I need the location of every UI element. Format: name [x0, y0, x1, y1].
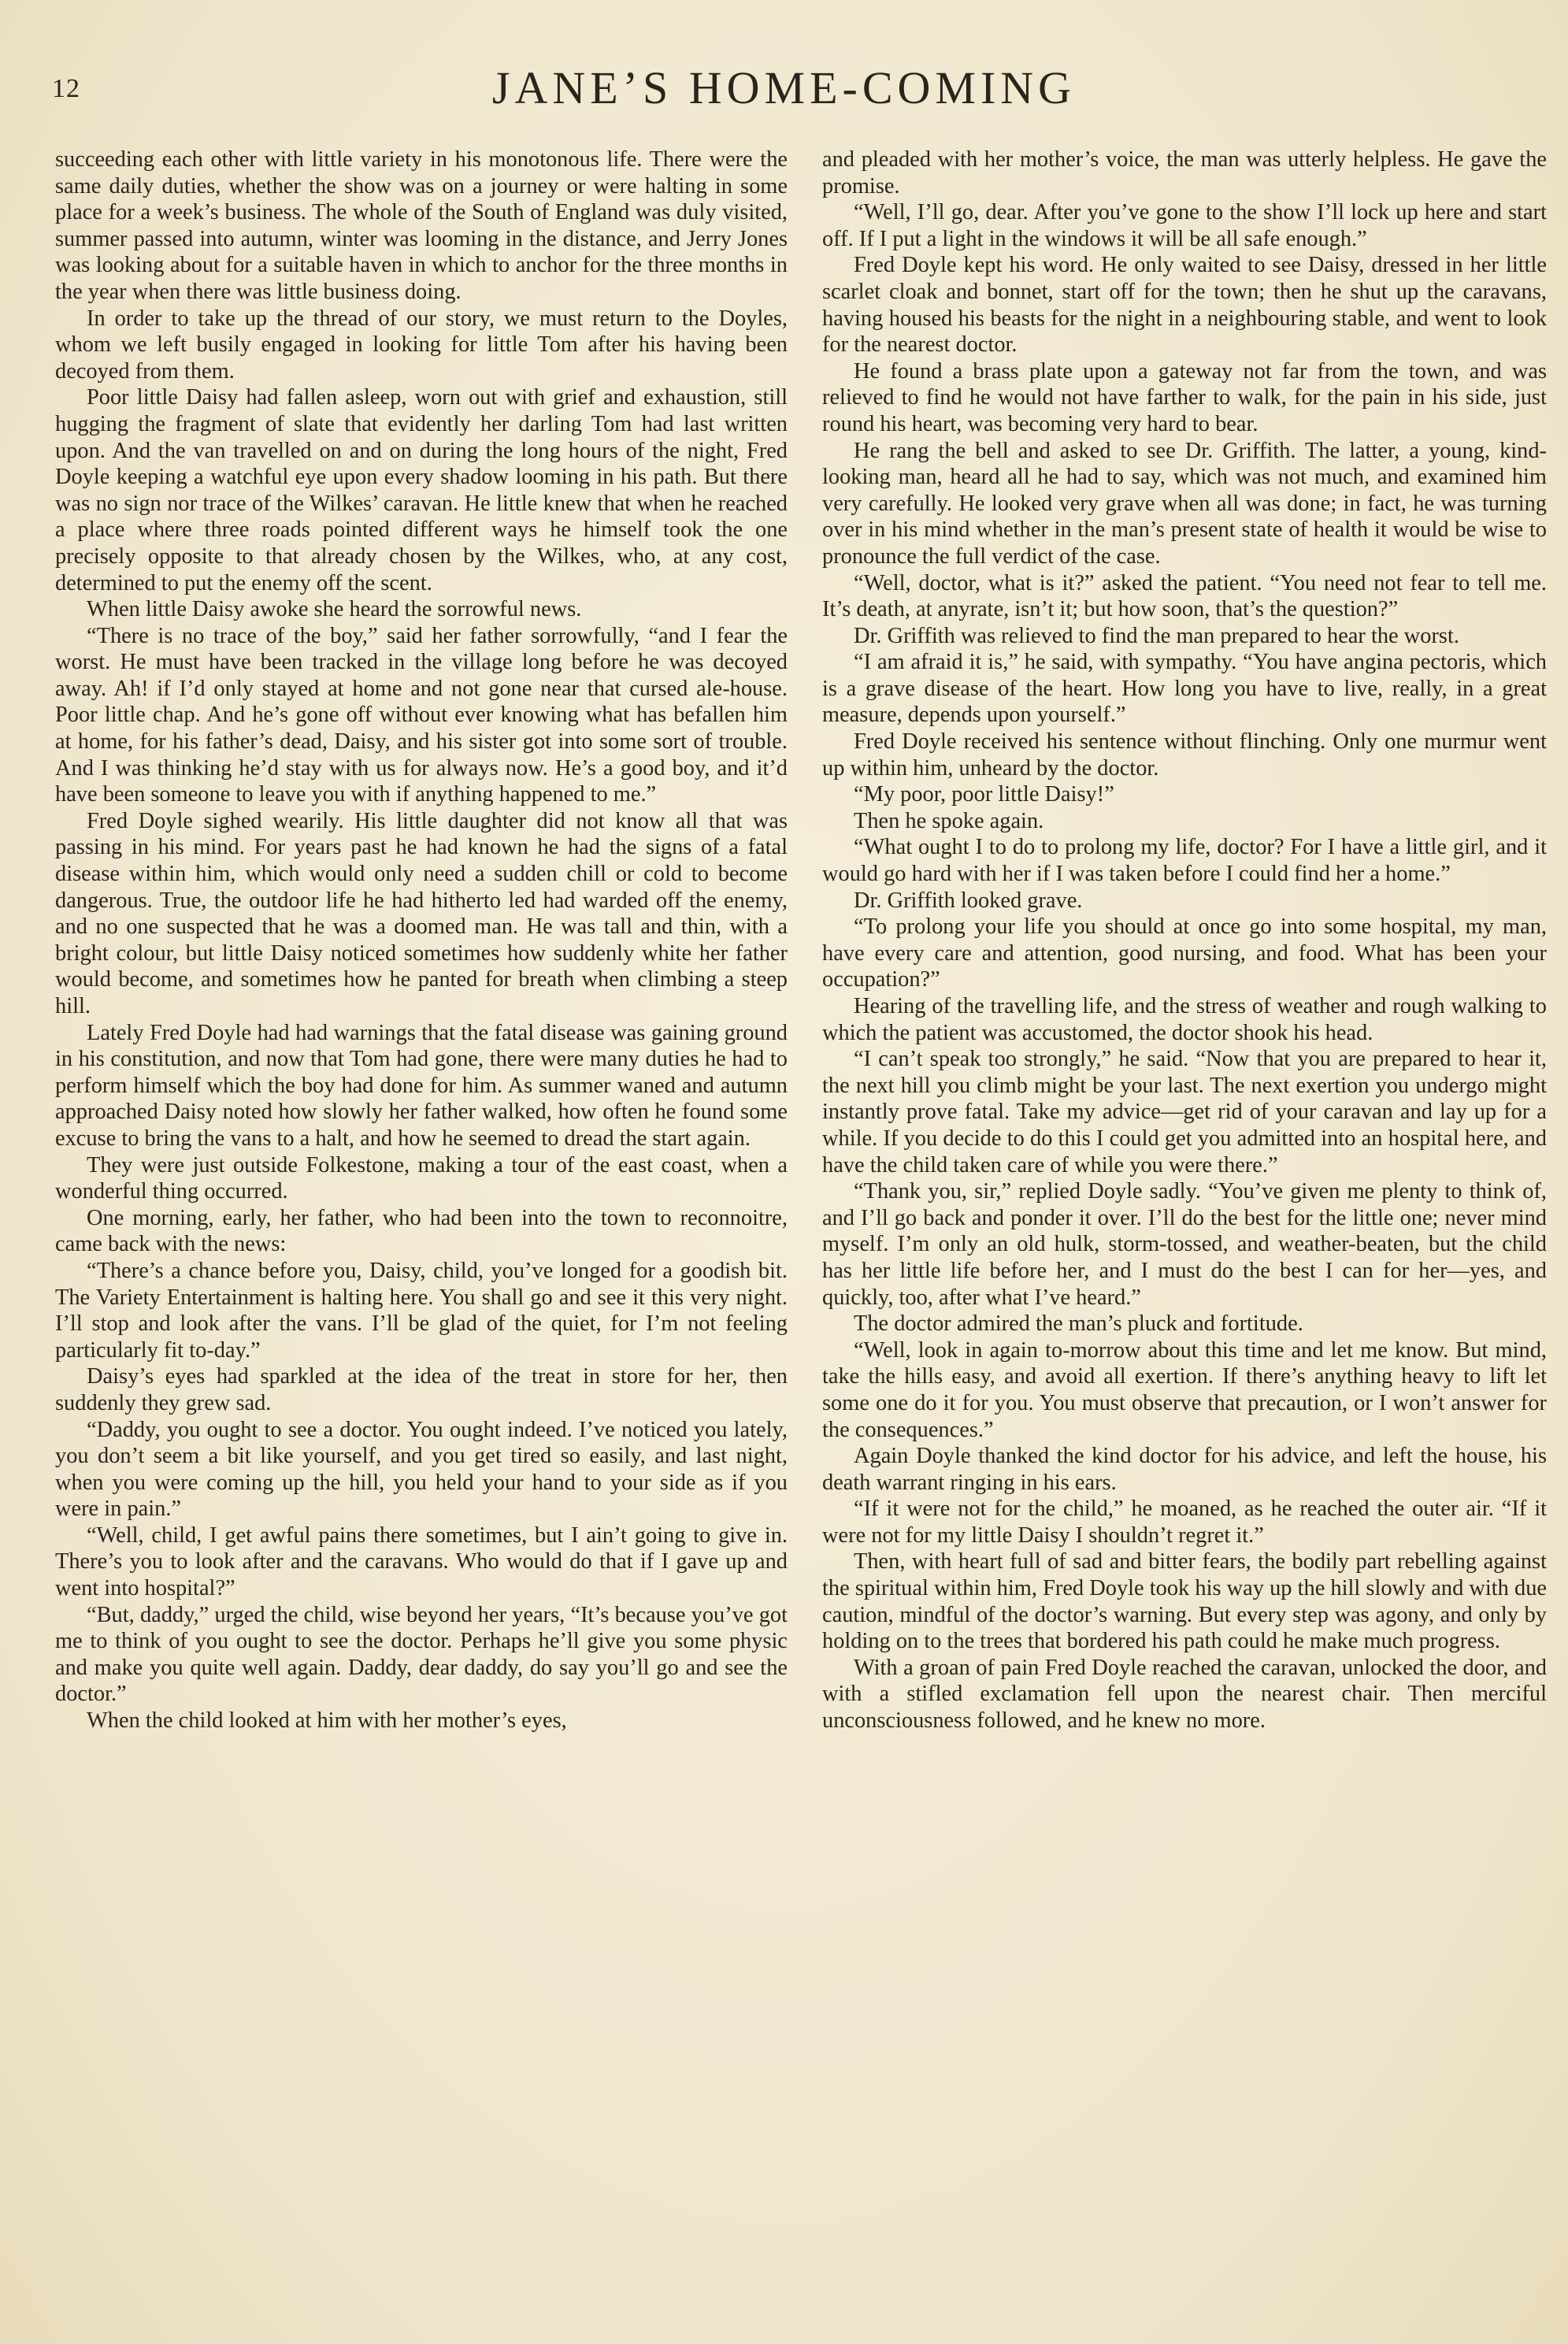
paragraph: “Thank you, sir,” replied Doyle sadly. “You’ve given me plenty to think of, and I’ll go back and ponder it over. I’ll do the best for the little one; never mind myself. I’m only an old hulk, storm-tossed, and weather-beaten, but the child has her little life before her, and I must do the best I can for her—yes, and quickly, too, after what I’ve heard.” — [822, 1179, 1547, 1310]
paragraph: and pleaded with her mother’s voice, the man was utterly helpless. He gave the promise. — [822, 147, 1547, 198]
paragraph: Dr. Griffith was relieved to find the man prepared to hear the worst. — [854, 623, 1459, 648]
paragraph: He rang the bell and asked to see Dr. Griffith. The latter, a young, kind-looking man, heard all he had to say, which was not much, and examined him very carefully. He looked very grave when all was done; in fact, he was turning over in his mind whether in the man’s present state of health it would be wise to pronounce the full verdict of the case. — [822, 438, 1547, 569]
paragraph: “Daddy, you ought to see a doctor. You ought indeed. I’ve noticed you lately, you don’t seem a bit like yourself, and you get tired so easily, and last night, when you were coming up the hill, you held your hand to your side as if you were in pain.” — [55, 1417, 788, 1522]
paragraph: They were just outside Folkestone, making a tour of the east coast, when a wonderful thing occurred. — [55, 1152, 788, 1204]
paragraph: In order to take up the thread of our story, we must return to the Doyles, whom we left busily engaged in looking for little Tom after his having been decoyed from them. — [55, 306, 788, 384]
paragraph: “To prolong your life you should at once go into some hospital, my man, have every care and attention, good nursing, and food. What has been your occupation?” — [822, 914, 1547, 992]
paragraph: “If it were not for the child,” he moaned, as he reached the outer air. “If it were not for my little Daisy I shouldn’t regret it.” — [822, 1497, 1547, 1548]
paragraph: One morning, early, her father, who had been into the town to reconnoitre, came back with the news: — [55, 1205, 788, 1257]
paragraph: When little Daisy awoke she heard the sorrowful news. — [87, 597, 582, 622]
paragraph: Fred Doyle kept his word. He only waited to see Daisy, dressed in her little scarlet cloak and bonnet, start off for the town; then he shut up the caravans, having housed his beasts for the night in a neighbouring stable, and went to look for the nearest doctor. — [822, 253, 1547, 358]
paragraph: Hearing of the travelling life, and the stress of weather and rough walking to which the patient was accustomed, the doctor shook his head. — [822, 994, 1547, 1045]
paragraph: The doctor admired the man’s pluck and fortitude. — [854, 1311, 1303, 1337]
paragraph: “Well, I’ll go, dear. After you’ve gone to the show I’ll lock up here and start off. If I put a light in the windows it will be all safe enough.” — [822, 200, 1547, 251]
paragraph: “Well, child, I get awful pains there sometimes, but I ain’t going to give in. There’s you to look after and the caravans. Who would do that if I gave up and went into hospital?” — [55, 1522, 788, 1601]
paragraph: Daisy’s eyes had sparkled at the idea of the treat in store for her, then suddenly they grew sad. — [55, 1364, 788, 1415]
paragraph: Then, with heart full of sad and bitter fears, the bodily part rebelling against the spiritual within him, Fred Doyle took his way up the hill slowly and with due caution, mindful of the doctor’s warning. But every step was agony, and only by holding on to the trees that bordered his path could he make much progress. — [822, 1549, 1547, 1654]
paragraph: “My poor, poor little Daisy!” — [854, 782, 1114, 807]
running-head-title: JANE’S HOME-COMING — [491, 62, 1077, 113]
paragraph: With a groan of pain Fred Doyle reached the caravan, unlocked the door, and with a stifled exclamation fell upon the nearest chair. Then merciful unconsciousness followed, and he knew no more. — [822, 1655, 1547, 1734]
paragraph: “There is no trace of the boy,” said her father sorrowfully, “and I fear the worst. He must have been tracked in the village long before he was decoyed away. Ah! if I’d only stayed at home and not gone near that cursed ale-house. Poor little chap. And he’s gone off without ever knowing what has befallen him at home, for his father’s dead, Daisy, and his sister got into some sort of trouble. And I was thinking he’d stay with us for always now. He’s a good boy, and it’d have been someone to leave you with if anything happened to me.” — [55, 623, 788, 807]
paragraph: Dr. Griffith looked grave. — [854, 888, 1083, 913]
paragraph: “I can’t speak too strongly,” he said. “Now that you are prepared to hear it, the next hill you climb might be your last. The next exertion you undergo might instantly prove fatal. Take my advice—get rid of your caravan and lay up for a while. If you decide to do this I could get you admitted into an hospital here, and have the child taken care of while you were there.” — [822, 1047, 1547, 1178]
paragraph: He found a brass plate upon a gateway not far from the town, and was relieved to find he would not have farther to walk, for the pain in his side, just round his heart, was becoming very hard to bear. — [822, 358, 1547, 436]
paragraph: “There’s a chance before you, Daisy, child, you’ve longed for a goodish bit. The Variety Entertainment is halting here. You shall go and see it this very night. I’ll stop and look after the vans. I’ll be glad of the quiet, for I’m not feeling particularly fit to-day.” — [55, 1258, 788, 1363]
paragraph: “Well, doctor, what is it?” asked the patient. “You need not fear to tell me. It’s death, at anyrate, isn’t it; but how soon, that’s the question?” — [822, 570, 1547, 622]
paragraph: Lately Fred Doyle had had warnings that the fatal disease was gaining ground in his constitution, and now that Tom had gone, there were many duties he had to perform himself which the boy had done for him. As summer waned and autumn approached Daisy noted how slowly her father walked, how often he found some excuse to bring the vans to a halt, and how he seemed to dread the start again. — [55, 1020, 788, 1151]
paragraph: “What ought I to do to prolong my life, doctor? For I have a little girl, and it would go hard with her if I was taken before I could find her a home.” — [822, 835, 1547, 887]
paragraph: “But, daddy,” urged the child, wise beyond her years, “It’s because you’ve got me to think of you ought to see the doctor. Perhaps he’ll give you some physic and make you quite well again. Daddy, dear daddy, do say you’ll go and see the doctor.” — [55, 1602, 788, 1707]
right-text-column — [822, 146, 1547, 1734]
paragraph: Poor little Daisy had fallen asleep, worn out with grief and exhaustion, still hugging the fragment of slate that evidently her darling Tom had last written upon. And the van travelled on and on during the long hours of the night, Fred Doyle keeping a watchful eye upon every shadow looming in his path. But there was no sign nor trace of the Wilkes’ caravan. He little knew that when he reached a place where three roads pointed different ways he himself took the one precisely opposite to that already chosen by the Wilkes, who, at any cost, determined to put the enemy off the scent. — [55, 385, 788, 595]
paragraph: “Well, look in again to-morrow about this time and let me know. But mind, take the hills easy, and avoid all exertion. If there’s anything heavy to lift let some one do it for you. You must observe that precaution, or I won’t answer for the consequences.” — [822, 1337, 1547, 1442]
paragraph: Fred Doyle sighed wearily. His little daughter did not know all that was passing in his mind. For years past he had known he had the signs of a fatal disease within him, which would only need a sudden chill or cold to become dangerous. True, the outdoor life he had hitherto led had warded off the enemy, and no one suspected that he was a doomed man. He was tall and thin, with a bright colour, but little Daisy noticed sometimes how suddenly white her father would become, and sometimes how he panted for breath when climbing a steep hill. — [55, 808, 788, 1018]
paragraph: Fred Doyle received his sentence without flinching. Only one murmur went up within him, unheard by the doctor. — [822, 729, 1547, 781]
paragraph: When the child looked at him with her mother’s eyes, — [87, 1708, 567, 1734]
paragraph: succeeding each other with little variety in his monotonous life. There were the same daily duties, whether the show was on a journey or were halting in some place for a week’s business. The whole of the South of England was duly visited, summer passed into autumn, winter was looming in the distance, and Jerry Jones was looking about for a suitable haven in which to anchor for the three months in the year when there was little business doing. — [55, 147, 788, 304]
paragraph: Again Doyle thanked the kind doctor for his advice, and left the house, his death warrant ringing in his ears. — [822, 1444, 1547, 1495]
page-number: 12 — [52, 74, 80, 103]
paragraph: “I am afraid it is,” he said, with sympathy. “You have angina pectoris, which is a grave disease of the heart. How long you have to live, really, in a great measure, depends upon yourself.” — [822, 650, 1547, 728]
left-text-column — [55, 146, 788, 1734]
paragraph: Then he spoke again. — [854, 808, 1044, 833]
